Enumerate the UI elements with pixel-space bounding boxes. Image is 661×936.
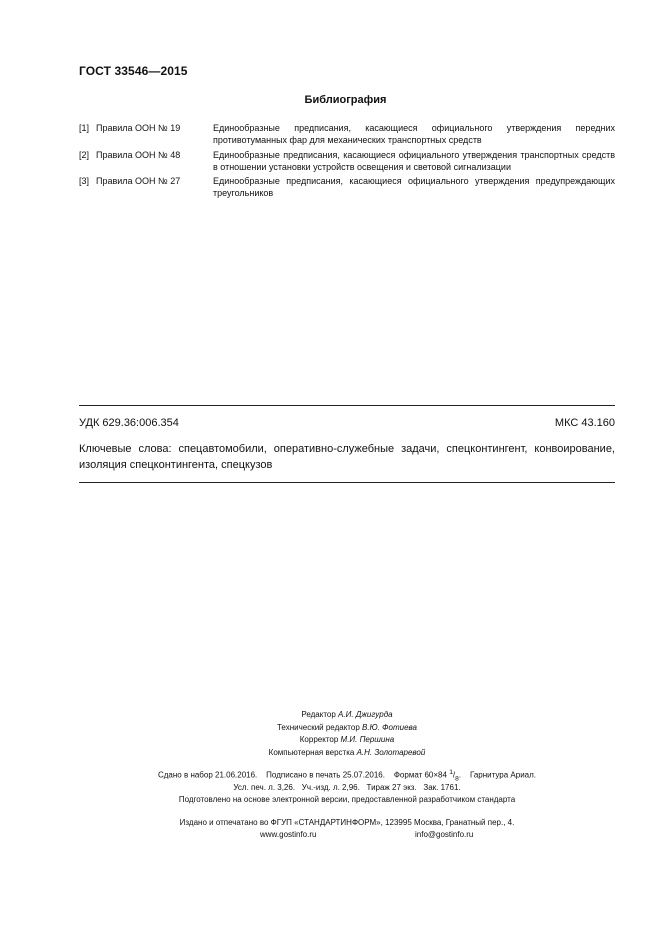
layout-name: А.Н. Золотаревой	[356, 747, 426, 757]
bibliography-title: Библиография	[304, 94, 387, 106]
signed-date: Подписано в печать 25.07.2016.	[266, 770, 385, 780]
order-number: Зак. 1761.	[423, 783, 461, 792]
entry-description: Единообразные предписания, касающиеся официального утверждения передних противотуманных фар для механических транспортных средств	[213, 123, 615, 145]
format-label: Формат 60×84	[393, 770, 447, 780]
format-denominator: 8	[455, 775, 459, 783]
entry-source: Правила ООН № 19	[96, 123, 181, 133]
imprint-editors	[79, 709, 615, 759]
proofreader-name: М.И. Першина	[340, 735, 395, 744]
entry-source: Правила ООН № 27	[96, 176, 181, 186]
proofreader-line	[79, 734, 615, 747]
proofreader-label: Корректор	[299, 735, 339, 744]
udk-code: УДК 629.36:006.354	[79, 417, 179, 429]
website-link[interactable]: www.gostinfo.ru	[260, 830, 317, 839]
editor-line	[79, 709, 615, 722]
entry-source: Правила ООН № 48	[96, 150, 181, 160]
entry-description: Единообразные предписания, касающиеся официального утверждения транспортных средств в отношении установки устройств освещения и световой сигнализации	[213, 150, 615, 172]
entry-number: [1]	[79, 123, 90, 133]
keywords-label: Ключевые слова:	[79, 443, 172, 455]
tech-editor-label: Технический редактор	[276, 722, 360, 732]
bibliography-entry	[79, 123, 615, 147]
tech-editor-name: В.Ю. Фотиева	[362, 722, 418, 732]
divider-bottom	[79, 482, 615, 483]
bibliography-entry	[79, 150, 615, 174]
format-numerator: 1	[449, 769, 453, 776]
stats-line	[79, 783, 615, 792]
tech-editor-line	[79, 722, 615, 735]
publisher-sheets: Уч.-изд. л. 2,96.	[301, 783, 360, 792]
bibliography-entry	[79, 176, 615, 200]
submitted-date: Сдано в набор 21.06.2016.	[157, 770, 258, 780]
entry-description: Единообразные предписания, касающиеся официального утверждения предупреждающих треугольников	[213, 176, 615, 198]
print-run: Тираж 27 экз.	[366, 783, 417, 792]
layout-label: Компьютерная верстка	[268, 747, 355, 757]
print-sheets: Усл. печ. л. 3,26.	[233, 783, 296, 792]
keywords-text: спецавтомобили, оперативно-служебные задачи, спецконтингент, конвоирование, изоляция спецконтингента, спецкузов	[79, 443, 615, 471]
standard-designation: ГОСТ 33546—2015	[79, 64, 188, 78]
entry-number: [3]	[79, 176, 90, 186]
mks-code: МКС 43.160	[554, 417, 615, 429]
print-details-line: Сдано в набор 21.06.2016. Подписано в печать 25.07.2016. Формат 60×84 $^1/_8$. Гарнитура Ариал.	[157, 769, 536, 783]
format-fraction: $^1/_8$	[449, 769, 459, 783]
prepared-note: Подготовлено на основе электронной версии, предоставленной разработчиком стандарта	[178, 795, 516, 804]
keywords	[79, 442, 615, 473]
layout-line	[79, 747, 615, 760]
email-link[interactable]: info@gostinfo.ru	[415, 830, 474, 839]
entry-number: [2]	[79, 150, 90, 160]
typeface: Гарнитура Ариал.	[469, 770, 536, 780]
divider-top	[79, 405, 615, 406]
editor-name: А.И. Джигурда	[338, 710, 393, 719]
publisher-line: Издано и отпечатано во ФГУП «СТАНДАРТИНФОРМ», 123995 Москва, Гранатный пер., 4.	[179, 818, 515, 827]
editor-label: Редактор	[301, 710, 336, 719]
